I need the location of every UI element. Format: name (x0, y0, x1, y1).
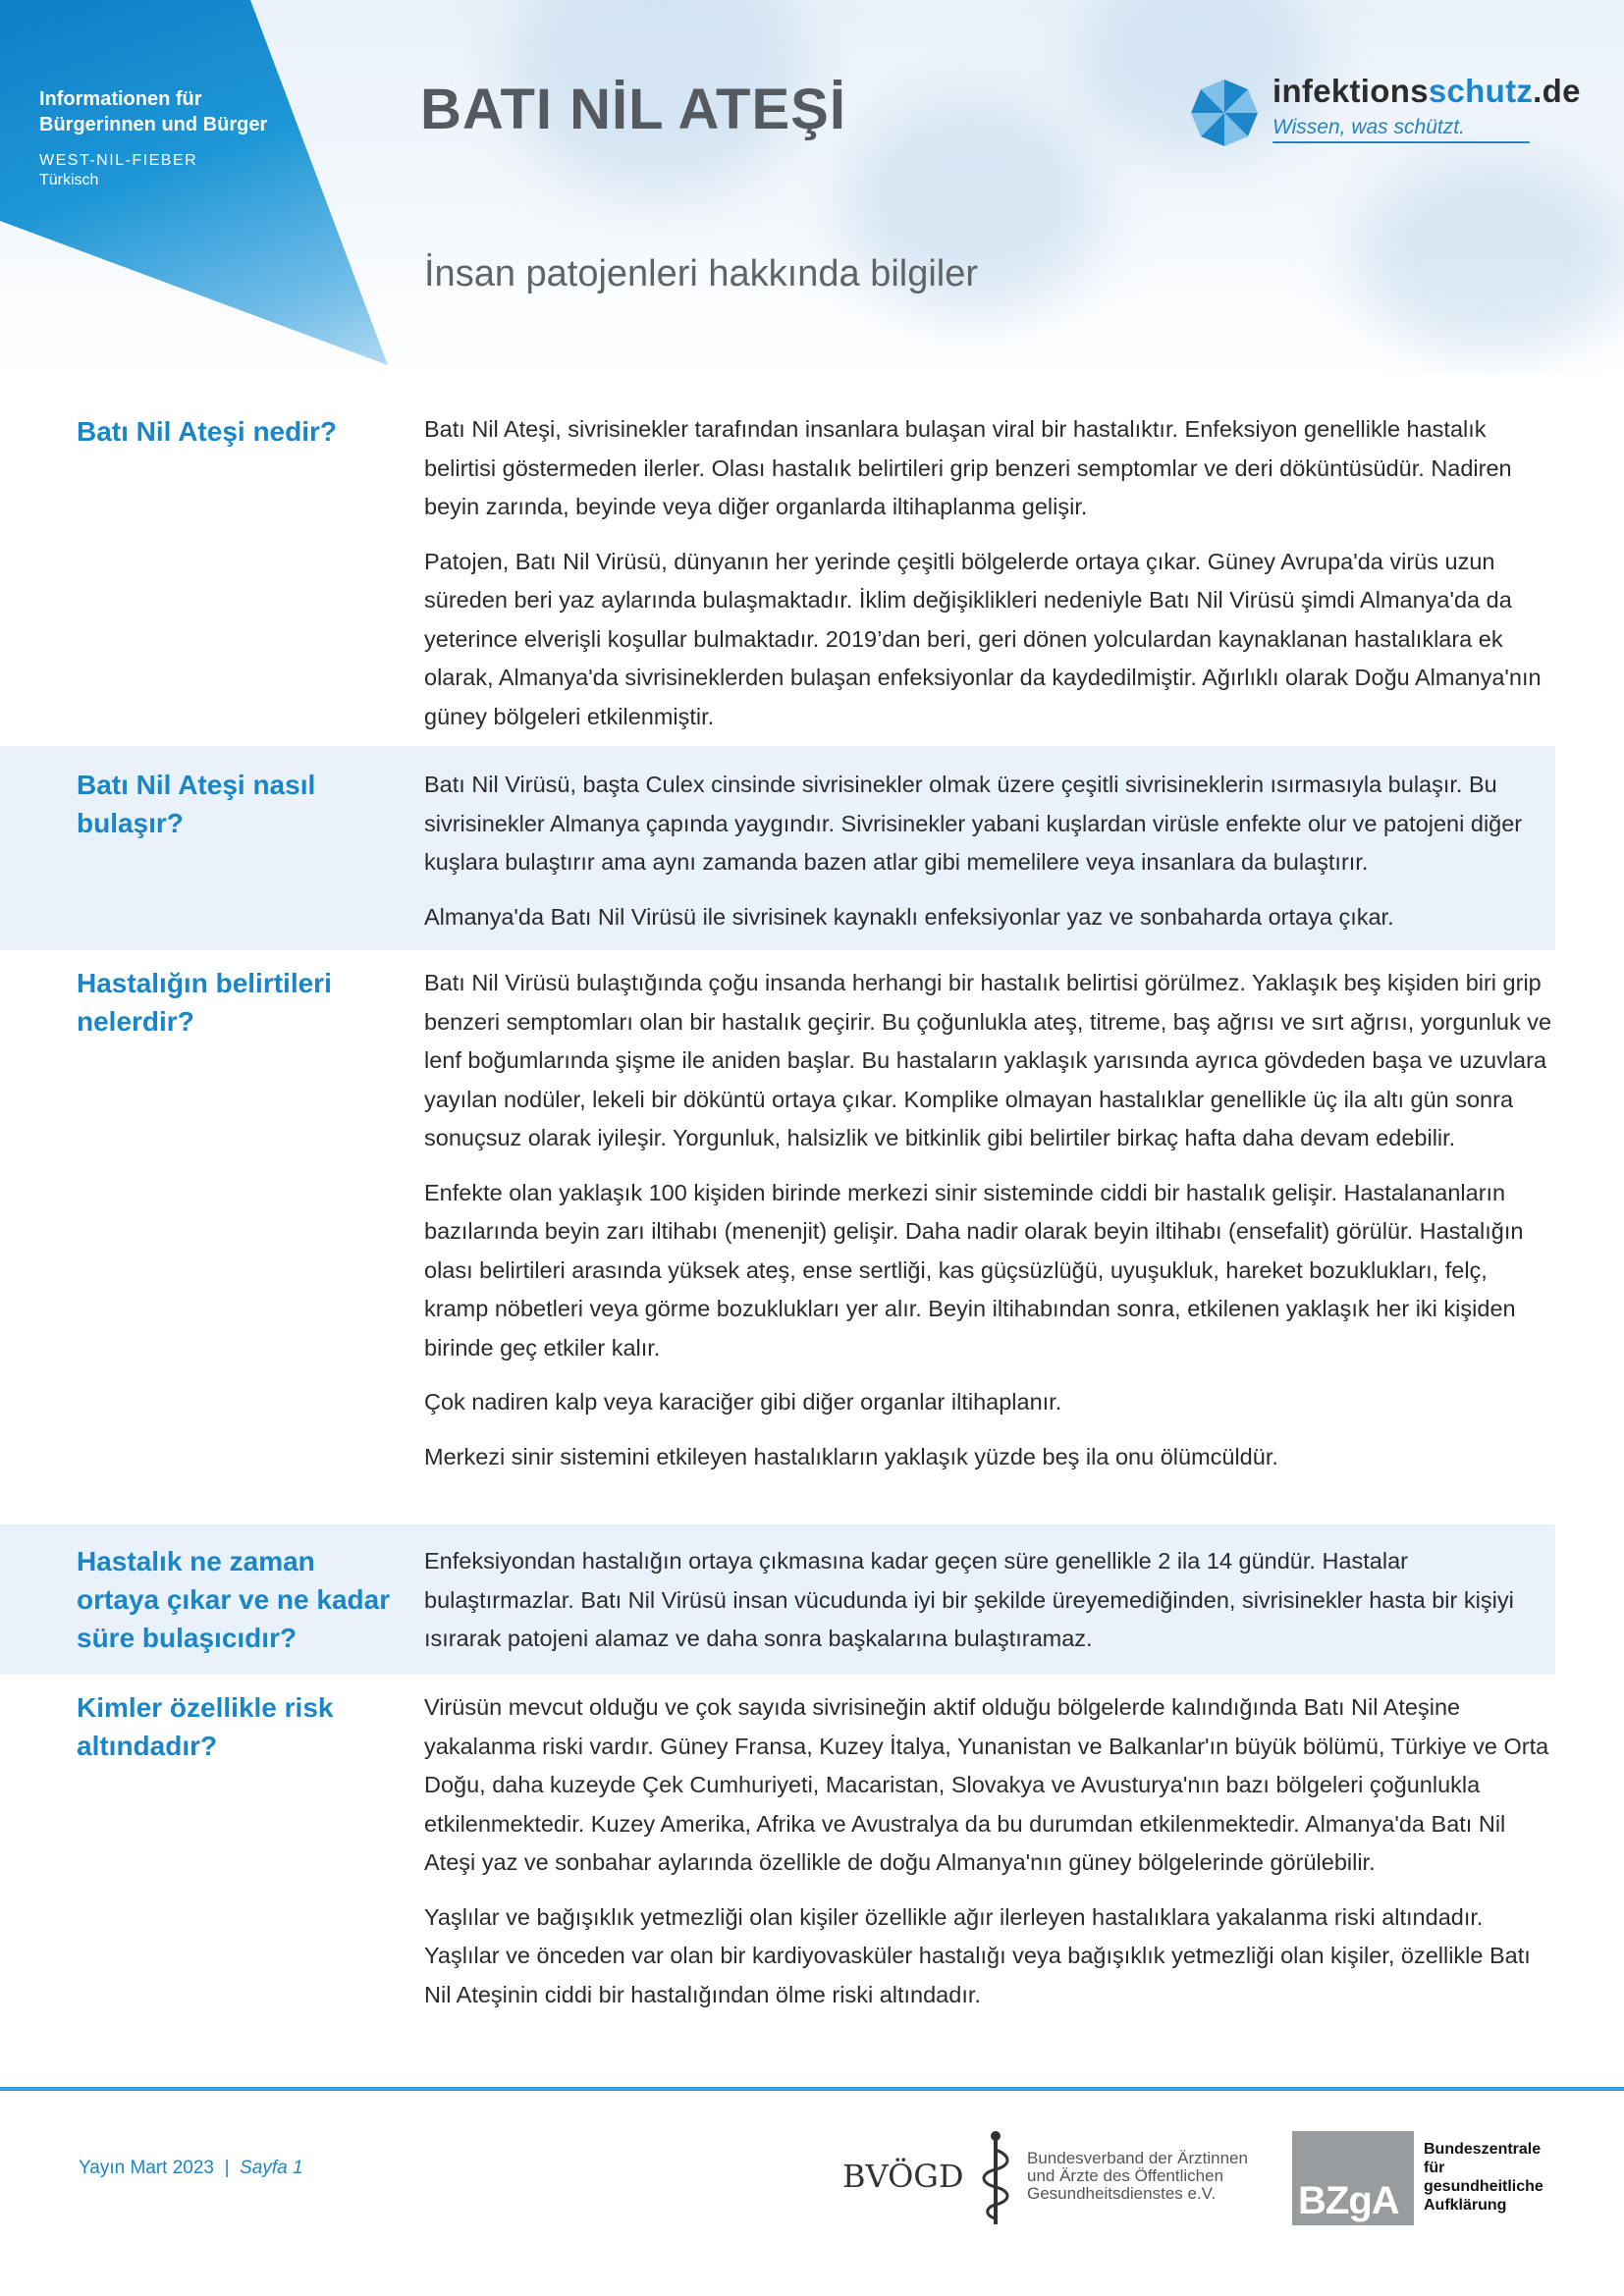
bzga-logo[interactable] (1292, 2131, 1414, 2225)
section-answer (424, 1688, 1553, 2030)
answer-paragraph: Merkezi sinir sistemini etkileyen hastalıkların yaklaşık yüzde beş ila onu ölümcüldür. (424, 1443, 1278, 1469)
answer-paragraph: Virüsün mevcut olduğu ve çok sayıda sivrisineğin aktif olduğu bölgelerde kalındığında Batı Nil Ateşine yakalanma riski vardır. Güney Fransa, Kuzey İtalya, Yunanistan ve Balkanlar'ın büyük bölümü, Türkiye ve Orta Doğu, daha kuzeyde Çek Cumhuriyeti, Macaristan, Slovakya ve Avusturya'nın bazı bölgeleri çoğunlukla etkilenmektedir. Kuzey Amerika, Afrika ve Avustralya da bu durumdan etkilenmektedir. Almanya'da Batı Nil Ateşi yaz ve sonbahar aylarında özellikle de doğu Almanya'nın güney bölgelerinde görülebilir. (424, 1694, 1549, 1875)
language-label: Türkisch (39, 172, 99, 188)
section-question: Kimler özellikle risk altındadır? (77, 1692, 334, 1761)
answer-paragraph: Enfekte olan yaklaşık 100 kişiden birinde merkezi sinir sisteminde ciddi bir hastalık gelişir. Hastalananların bazılarında beyin zarı iltihabı (menenjit) gelişir. Daha nadir olarak beyin iltihabı (ensefalit) görülür. Hastalığın olası belirtileri arasında yüksek ateş, ense sertliği, kas güçsüzlüğü, uyuşukluk, hareket bozuklukları, felç, kramp nöbetleri veya görme bozuklukları yer alır. Beyin iltihabından sonra, etkilenen yaklaşık her iki kişiden birinde geç etkiler kalır. (424, 1179, 1524, 1361)
section-answer (424, 964, 1553, 1492)
disease-german: WEST-NIL-FIEBER (39, 152, 198, 169)
bvoegd-abbreviation: BVÖGD (842, 2158, 964, 2195)
section-question: Batı Nil Ateşi nasıl bulaşır? (77, 770, 316, 838)
answer-paragraph: Çok nadiren kalp veya karaciğer gibi diğer organlar iltihaplanır. (424, 1389, 1062, 1415)
footer-divider (0, 2087, 1624, 2091)
section-answer (424, 766, 1553, 952)
audience-line1: Informationen für (39, 88, 202, 110)
section-question: Batı Nil Ateşi nedir? (77, 416, 338, 447)
section-incubation (0, 1524, 1555, 1675)
section-answer (424, 1542, 1553, 1675)
section-risk-groups (0, 1675, 1555, 2028)
answer-paragraph: Enfeksiyondan hastalığın ortaya çıkmasına kadar geçen süre genellikle 2 ila 14 gündür. Hastalar bulaştırmazlar. Batı Nil Virüsü insan vücudunda iyi bir şekilde üreyemediğinden, sivrisinekler hasta bir kişiyi ısırarak patojeni alamaz ve daha sonra başkalarına bulaştıramaz. (424, 1548, 1514, 1651)
answer-paragraph: Batı Nil Virüsü, başta Culex cinsinde sivrisinekler olmak üzere çeşitli sivrisineklerin ısırmasıyla bulaşır. Bu sivrisinekler Almanya çapında yaygındır. Sivrisinekler yabani kuşlardan virüsle enfekte olur ve patojeni diğer kuşlara bulaştırır ama aynı zamanda bazen atlar gibi memelilere veya insanlara da bulaştırır. (424, 772, 1523, 875)
logo-wordmark: infektionsschutz.de (1272, 73, 1581, 109)
answer-paragraph: Almanya'da Batı Nil Virüsü ile sivrisinek kaynaklı enfeksiyonlar yaz ve sonbaharda ortaya çıkar. (424, 903, 1394, 930)
bzga-abbreviation: BZgA (1298, 2179, 1399, 2222)
footer-separator: | (224, 2158, 230, 2178)
answer-paragraph: Batı Nil Virüsü bulaştığında çoğu insanda herhangi bir hastalık belirtisi görülmez. Yaklaşık beş kişiden biri grip benzeri semptomları olan bir hastalık geçirir. Bu çoğunlukla ateş, titreme, baş ağrısı ve sırt ağrısı, yorgunluk ve lenf boğumlarında şişme ile aniden başlar. Bu hastaların yaklaşık yarısında ayrıca gövdeden başa ve uzuvlara yayılan nodüler, lekeli bir döküntü ortaya çıkar. Komplike olmayan hastalıklar genellikle üç ila altı gün sonra sonuçsuz olarak iyileşir. Yorgunluk, halsizlik ve bitkinlik gibi belirtiler birkaç hafta daha devam edebilir. (424, 970, 1552, 1150)
section-transmission (0, 746, 1555, 950)
section-what-is (0, 410, 1555, 739)
audience-block (39, 86, 267, 190)
page-subtitle: İnsan patojenleri hakkında bilgiler (424, 253, 979, 294)
section-answer (424, 410, 1553, 752)
section-question: Hastalığın belirtileri nelerdir? (77, 968, 332, 1037)
bvoegd-fullname: Bundesverband der Ärztinnen und Ärzte des Öffentlichen Gesundheitsdienstes e.V. (1027, 2149, 1248, 2203)
umbrella-icon (1188, 77, 1261, 149)
footer-publication (79, 2158, 303, 2179)
logo-tagline: Wissen, was schützt. (1272, 116, 1465, 138)
page-title: BATI NİL ATEŞİ (420, 78, 846, 141)
bvoegd-logo[interactable] (842, 2128, 1255, 2226)
section-question: Hastalık ne zaman ortaya çıkar ve ne kadar süre bulaşıcıdır? (77, 1546, 391, 1653)
infektionsschutz-logo[interactable] (1186, 69, 1589, 157)
answer-paragraph: Batı Nil Ateşi, sivrisinekler tarafından insanlara bulaşan viral bir hastalıktır. Enfeksiyon genellikle hastalık belirtisi göstermeden ilerler. Olası hastalık belirtileri grip benzeri semptomlar ve deri döküntüsüdür. Nadiren beyin zarında, beyinde veya diğer organlarda iltihaplanma gelişir. (424, 416, 1512, 519)
logo-underline (1272, 141, 1530, 143)
publication-date: Yayın Mart 2023 (79, 2158, 215, 2178)
audience-line2: Bürgerinnen und Bürger (39, 114, 268, 135)
bzga-fullname: Bundeszentrale für gesundheitliche Aufklärung (1424, 2141, 1543, 2214)
answer-paragraph: Patojen, Batı Nil Virüsü, dünyanın her yerinde çeşitli bölgelerde ortaya çıkar. Güney Avrupa'da virüs uzun süreden beri yaz aylarında bulaşmaktadır. İklim değişiklikleri nedeniyle Batı Nil Virüsü şimdi Almanya'da da yeterince elverişli koşullar bulmaktadır. 2019’dan beri, geri dönen yolculardan kaynaklanan hastalıklara ek olarak, Almanya'da sivrisineklerden bulaşan enfeksiyonlar da kaydedilmiştir. Ağırlıklı olarak Doğu Almanya'nın güney bölgeleri etkilenmiştir. (424, 548, 1542, 729)
page-number: Sayfa 1 (240, 2158, 303, 2178)
section-symptoms (0, 950, 1555, 1524)
staff-of-asclepius-icon (978, 2128, 1013, 2226)
answer-paragraph: Yaşlılar ve bağışıklık yetmezliği olan kişiler özellikle ağır ilerleyen hastalıklara yakalanma riski altındadır. Yaşlılar ve önceden var olan bir kardiyovasküler hastalığı veya bağışıklık yetmezliği olan kişiler, özellikle Batı Nil Ateşinin ciddi bir hastalığından ölme riski altındadır. (424, 1903, 1531, 2007)
